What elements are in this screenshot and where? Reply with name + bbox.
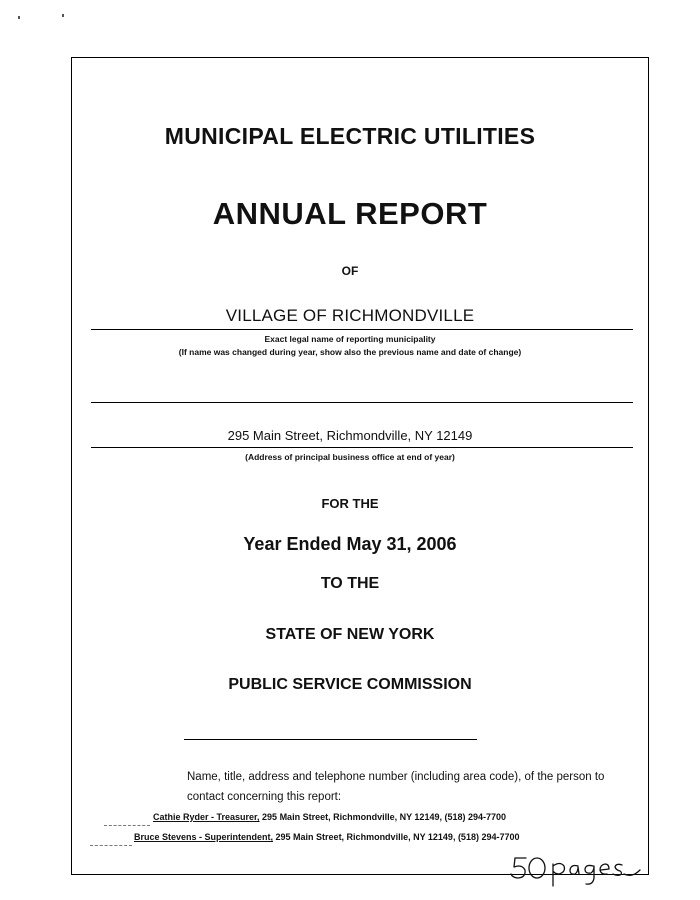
contact-name-title: Bruce Stevens - Superintendent, [134, 832, 274, 842]
page-border [71, 57, 649, 875]
address-rule [91, 447, 633, 448]
previous-name-rule [91, 402, 633, 403]
name-change-caption: (If name was changed during year, show also the previous name and date of change) [178, 347, 522, 357]
report-header: MUNICIPAL ELECTRIC UTILITIES [164, 123, 536, 149]
municipality-name-rule [91, 329, 633, 330]
scan-speck [62, 14, 64, 17]
contact-entry [134, 832, 520, 842]
contact-details: 295 Main Street, Richmondville, NY 12149, (518) 294-7700 [259, 812, 507, 822]
year-ended: Year Ended May 31, 2006 [243, 534, 457, 554]
scan-speck [18, 16, 20, 19]
municipality-name: VILLAGE OF RICHMONDVILLE [225, 306, 475, 325]
for-the-label: FOR THE [321, 496, 379, 511]
leader-dashes [90, 845, 132, 846]
address-caption: (Address of principal business office at end of year) [245, 452, 455, 462]
contact-details: 295 Main Street, Richmondville, NY 12149, (518) 294-7700 [273, 832, 520, 842]
contact-name-title: Cathie Ryder - Treasurer, [153, 812, 260, 822]
name-caption: Exact legal name of reporting municipality [264, 334, 436, 344]
contact-instructions: Name, title, address and telephone number (including area code), of the person to contact concerning this report: [187, 771, 605, 803]
state-name: STATE OF NEW YORK [265, 626, 435, 643]
handwritten-note-text: 50 pages [506, 852, 511, 853]
contact-entry [153, 812, 506, 822]
signature-line [184, 739, 477, 740]
of-label: OF [341, 264, 359, 278]
handwritten-page-count [506, 852, 646, 888]
to-the-label: TO THE [320, 575, 380, 592]
office-address: 295 Main Street, Richmondville, NY 12149 [227, 428, 473, 443]
leader-dashes [104, 825, 150, 826]
report-title: ANNUAL REPORT [212, 196, 488, 231]
commission-name: PUBLIC SERVICE COMMISSION [228, 676, 472, 693]
